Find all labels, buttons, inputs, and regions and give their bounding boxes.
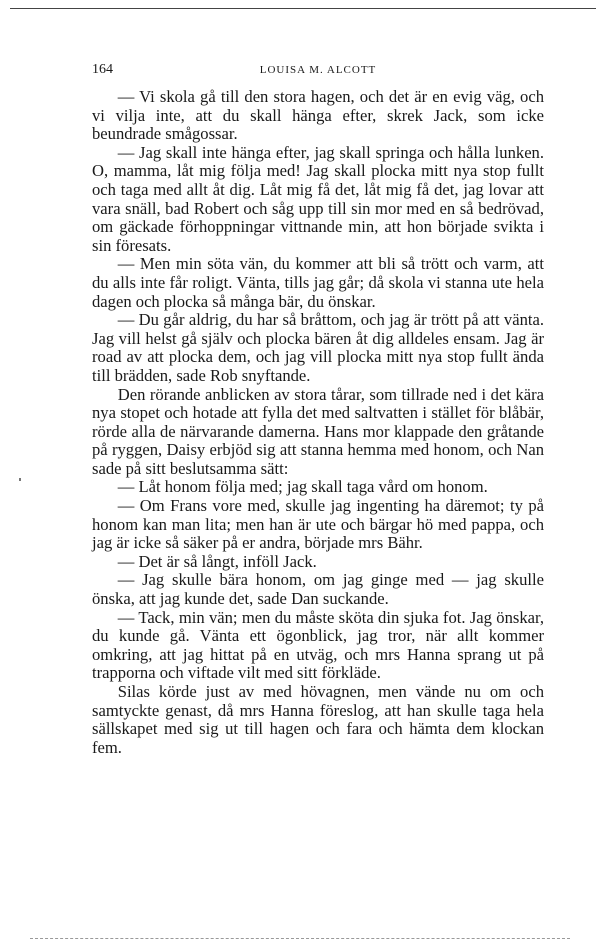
paragraph: — Du går aldrig, du har så bråttom, och jag är trött på att vänta. Jag vill helst gå själv och plocka bären åt dig alldeles ensam. Jag är road av att plocka dem, och jag vill plocka mitt nya stop fullt ända till brädden, sade Rob snyftande. bbox=[92, 310, 544, 385]
paragraph: — Vi skola gå till den stora hagen, och det är en evig väg, och vi vilja inte, att du skall hänga efter, skrek Jack, som icke beundrade smågossar. bbox=[92, 87, 544, 144]
paragraph: Den rörande anblicken av stora tårar, som tillrade ned i det kära nya stopet och hotade att fylla det med saltvatten i stället för blåbär, rörde alla de närvarande damerna. Hans mor klappade den gråtande på ryggen, Daisy erbjöd sig att stanna hemma med honom, och Nan sade på sitt beslutsamma sätt: bbox=[92, 384, 544, 478]
stray-mark bbox=[19, 478, 21, 481]
body-text bbox=[92, 88, 544, 757]
top-rule bbox=[10, 8, 596, 9]
paragraph: — Jag skulle bära honom, om jag ginge med — jag skulle önska, att jag kunde det, sade Dan suckande. bbox=[92, 570, 544, 609]
paragraph: — Det är så långt, inföll Jack. bbox=[117, 551, 317, 571]
page-number: 164 bbox=[92, 62, 113, 77]
paragraph: Silas körde just av med hövagnen, men vände nu om och samtyckte genast, då mrs Hanna föreslog, att han skulle taga hela sällskapet med sig ut till hagen och fara och hämta dem klockan fem. bbox=[92, 682, 544, 757]
paragraph: — Låt honom följa med; jag skall taga vård om honom. bbox=[117, 477, 488, 497]
paragraph: — Men min söta vän, du kommer att bli så trött och varm, att du alls inte får roligt. Vänta, tills jag går; då skola vi stanna ute hela dagen och plocka så många bär, du önskar. bbox=[92, 254, 544, 311]
bottom-rule bbox=[30, 938, 570, 939]
running-head: LOUISA M. ALCOTT bbox=[259, 64, 377, 76]
paragraph: — Jag skall inte hänga efter, jag skall springa och hålla lunken. O, mamma, låt mig följa med! Jag skall plocka mitt nya stop fullt och taga med allt åt dig. Låt mig få det, låt mig få det, jag lovar att vara snäll, bad Robert och såg upp till sin mor med en så bedrövad, om gäckade förhoppningar vittnande min, att hon började svikta i sin föresats. bbox=[92, 142, 544, 255]
paragraph: — Tack, min vän; men du måste sköta din sjuka fot. Jag önskar, du kunde gå. Vänta ett ögonblick, jag tror, när allt kommer omkring, att jag hittat på en utväg, och mrs Hanna sprang ut på trapporna och viftade vilt med sitt förkläde. bbox=[92, 607, 544, 683]
paragraph: — Om Frans vore med, skulle jag ingenting ha däremot; ty på honom kan man lita; men han är ute och bärgar hö med pappa, och jag är icke så säker på er andra, började mrs Bähr. bbox=[92, 496, 544, 553]
page-header bbox=[92, 62, 544, 82]
